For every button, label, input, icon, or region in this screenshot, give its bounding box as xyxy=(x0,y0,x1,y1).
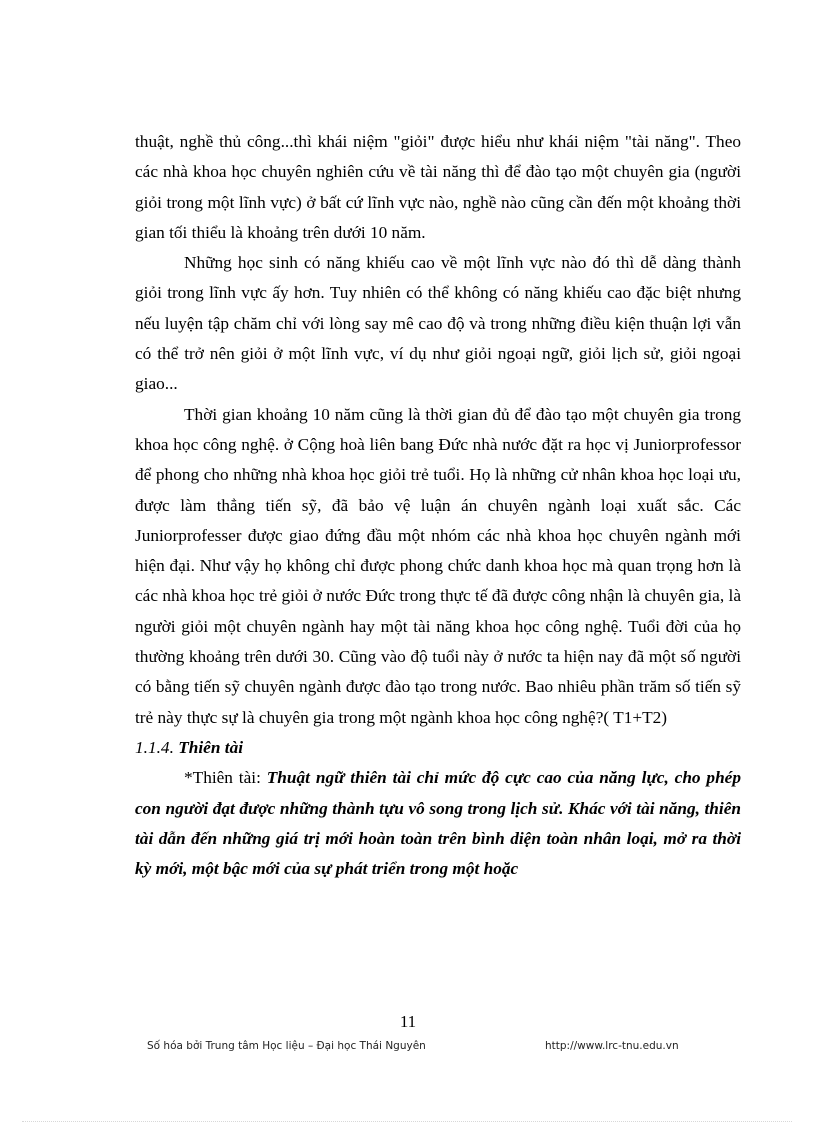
page-bottom-divider xyxy=(22,1121,792,1122)
paragraph-aptitude: Những học sinh có năng khiếu cao về một lĩnh vực nào đó thì dễ dàng thành giỏi trong lĩnh vực ấy hơn. Tuy nhiên có thể không có năng khiếu cao đặc biệt nhưng nếu luyện tập chăm chỉ với lòng say mê cao độ và trong những điều kiện thuận lợi vẫn có thể trở nên giỏi ở một lĩnh vực, ví dụ như giỏi ngoại ngữ, giỏi lịch sử, giỏi ngoại giao... xyxy=(135,253,741,394)
footer-url[interactable]: http://www.lrc-tnu.edu.vn xyxy=(545,1040,679,1052)
page-body xyxy=(135,127,741,884)
definition-label: *Thiên tài: xyxy=(184,768,267,788)
section-heading xyxy=(135,733,741,763)
definition-text: Thuật ngữ thiên tài chỉ mức độ cực cao của năng lực, cho phép con người đạt được những thành tựu vô song trong lịch sử. Khác với tài năng, thiên tài dẫn đến những giá trị mới hoàn toàn trên bình diện toàn nhân loại, mở ra thời kỳ mới, một bậc mới của sự phát triển trong một hoặc xyxy=(135,768,741,879)
section-number: 1.1.4. xyxy=(135,737,174,757)
section-title: Thiên tài xyxy=(178,737,244,757)
definition-paragraph xyxy=(135,763,741,884)
paragraph-continuation: thuật, nghề thủ công...thì khái niệm "giỏi" được hiểu như khái niệm "tài năng". Theo các nhà khoa học chuyên nghiên cứu về tài năng thì để đào tạo một chuyên gia (người giỏi trong một lĩnh vực) ở bất cứ lĩnh vực nào, nghề nào cũng cần đến một khoảng thời gian tối thiểu là khoảng trên dưới 10 năm. xyxy=(135,132,741,242)
footer-source: Số hóa bởi Trung tâm Học liệu – Đại học Thái Nguyên xyxy=(147,1040,426,1052)
paragraph-junior-professor: Thời gian khoảng 10 năm cũng là thời gian đủ để đào tạo một chuyên gia trong khoa học công nghệ. ở Cộng hoà liên bang Đức nhà nước đặt ra học vị Juniorprofessor để phong cho những nhà khoa học giỏi trẻ tuổi. Họ là những cử nhân khoa học loại ưu, được làm thẳng tiến sỹ, đã bảo vệ luận án chuyên ngành loại xuất sắc. Các Juniorprofesser được giao đứng đầu một nhóm các nhà khoa học chuyên ngành mới hiện đại. Như vậy họ không chỉ được phong chức danh khoa học mà quan trọng hơn là các nhà khoa học trẻ giỏi ở nước Đức trong thực tế đã được công nhận là chuyên gia, là người giỏi một chuyên ngành hay một tài năng khoa học công nghệ. Tuổi đời của họ thường khoảng trên dưới 30. Cũng vào độ tuổi này ở nước ta hiện nay đã một số người có bằng tiến sỹ chuyên ngành được đào tạo trong nước. Bao nhiêu phần trăm số tiến sỹ trẻ này thực sự là chuyên gia trong một ngành khoa học công nghệ?( T1+T2) xyxy=(135,404,741,727)
page-number: 11 xyxy=(399,1012,417,1031)
footer xyxy=(0,1040,816,1060)
